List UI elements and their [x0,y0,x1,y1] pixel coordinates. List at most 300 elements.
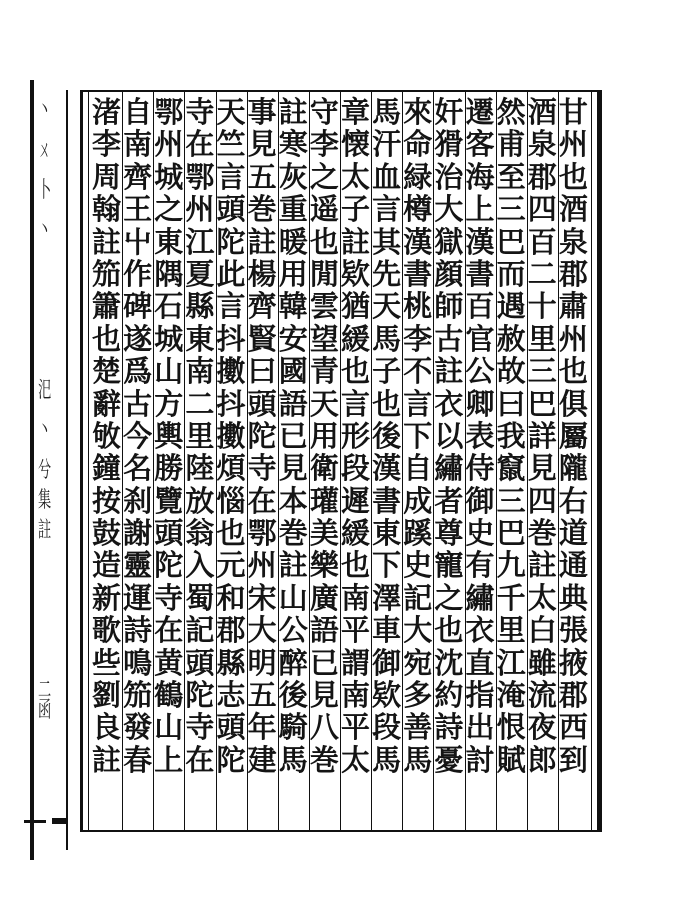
glyph: 自 [123,95,153,129]
glyph: 有 [465,548,495,583]
glyph: 城 [154,159,184,194]
glyph: 李 [403,321,433,356]
glyph: 西 [558,710,588,745]
glyph: 靈 [123,548,153,583]
glyph: 郎 [527,742,557,777]
glyph: 笳 [92,256,122,291]
glyph: 隅 [154,256,184,291]
glyph: 騎 [278,710,308,745]
glyph: 官 [465,321,495,356]
glyph: 下 [403,418,433,453]
glyph: 鳴 [123,645,153,680]
glyph: 惱 [216,483,246,518]
glyph: 此 [216,256,246,291]
glyph: 古 [434,321,464,356]
glyph: 屬 [558,418,588,453]
glyph: 雖 [527,645,557,680]
glyph: 太 [527,580,557,615]
glyph: 馬 [372,742,402,777]
glyph: 然 [496,95,526,129]
glyph: 翁 [185,516,215,551]
glyph: 春 [123,742,153,777]
glyph: 上 [465,192,495,227]
glyph: 在 [185,742,215,777]
glyph: 南 [341,580,371,615]
glyph: 詩 [434,710,464,745]
glyph: 宛 [403,645,433,680]
glyph: 州 [558,321,588,356]
glyph: 和 [216,580,246,615]
glyph: 安 [278,321,308,356]
glyph: 南 [123,127,153,162]
glyph: 山 [154,710,184,745]
glyph: 里 [185,418,215,453]
glyph: 放 [185,483,215,518]
glyph: 守 [309,95,339,129]
glyph: 太 [341,159,371,194]
glyph: 瓘 [309,483,339,518]
glyph: 也 [92,321,122,356]
glyph: 志 [216,678,246,713]
glyph: 遂 [123,321,153,356]
glyph: 御 [465,483,495,518]
glyph: 灰 [278,159,308,194]
glyph: 簫 [92,289,122,324]
glyph: 作 [123,256,153,291]
glyph: 緑 [403,159,433,194]
glyph: 也 [558,354,588,389]
text-frame [80,90,602,832]
glyph: 敂 [92,418,122,453]
glyph: 事 [247,95,277,129]
glyph: 已 [278,418,308,453]
glyph: 史 [403,548,433,583]
glyph: 些 [92,645,122,680]
glyph: 鐘 [92,451,122,486]
glyph: 醉 [278,645,308,680]
glyph: 掖 [558,645,588,680]
glyph: 公 [465,354,495,389]
glyph: 陀 [185,678,215,713]
glyph: 陀 [216,224,246,259]
glyph: 註 [434,354,464,389]
glyph: 見 [527,451,557,486]
glyph: 宋 [247,580,277,615]
glyph: 語 [309,613,339,648]
column-rule [309,92,310,830]
glyph: 子 [341,192,371,227]
glyph: 里 [496,613,526,648]
glyph: 血 [372,159,402,194]
glyph: 八 [309,710,339,745]
glyph: 蜀 [185,580,215,615]
glyph: 甫 [496,127,526,162]
glyph: 山 [278,580,308,615]
glyph: 淹 [496,678,526,713]
glyph: 名 [123,451,153,486]
glyph: 曰 [247,354,277,389]
glyph: 寺 [185,710,215,745]
margin-glyph: 二 [38,678,52,703]
glyph: 註 [341,224,371,259]
glyph: 獄 [434,224,464,259]
glyph: 頭 [216,192,246,227]
glyph: 註 [92,742,122,777]
glyph: 歌 [92,613,122,648]
glyph: 刹 [123,483,153,518]
glyph: 出 [465,710,495,745]
glyph: 見 [247,127,277,162]
glyph: 翰 [92,192,122,227]
glyph: 猶 [341,289,371,324]
glyph: 故 [496,354,526,389]
glyph: 蹊 [403,516,433,551]
glyph: 顔 [434,256,464,291]
glyph: 已 [309,645,339,680]
glyph: 流 [527,678,557,713]
glyph: 謂 [341,645,371,680]
glyph: 甘 [558,95,588,129]
margin-glyph: 兮 [38,458,52,483]
glyph: 石 [154,289,184,324]
glyph: 約 [434,678,464,713]
glyph: 後 [278,678,308,713]
glyph: 今 [123,418,153,453]
glyph: 郡 [527,159,557,194]
glyph: 白 [527,613,557,648]
glyph: 按 [92,483,122,518]
glyph: 輿 [154,418,184,453]
glyph: 韓 [278,289,308,324]
glyph: 年 [247,710,277,745]
glyph: 衣 [434,386,464,421]
glyph: 黄 [154,645,184,680]
glyph: 夜 [527,710,557,745]
glyph: 良 [92,710,122,745]
margin-glyph: 卜 [38,178,52,203]
glyph: 繡 [465,580,495,615]
glyph: 辭 [92,386,122,421]
margin-rule [30,80,34,860]
print-mark [24,820,46,823]
glyph: 入 [185,548,215,583]
glyph: 州 [247,548,277,583]
glyph: 寺 [247,451,277,486]
glyph: 曰 [496,386,526,421]
glyph: 懐 [341,127,371,162]
glyph: 不 [403,354,433,389]
left-margin-bleed [0,80,70,860]
margin-glyph: 函 [38,698,52,723]
glyph: 言 [372,192,402,227]
glyph: 美 [309,516,339,551]
glyph: 碑 [123,289,153,324]
glyph: 頭 [185,645,215,680]
glyph: 楊 [247,256,277,291]
column-rule [527,92,528,830]
glyph: 善 [403,710,433,745]
glyph: 王 [123,192,153,227]
glyph: 東 [185,321,215,356]
glyph: 通 [558,548,588,583]
glyph: 國 [278,354,308,389]
glyph: 先 [372,256,402,291]
glyph: 寒 [278,127,308,162]
glyph: 大 [403,613,433,648]
glyph: 天 [216,95,246,129]
glyph: 奸 [434,95,464,129]
glyph: 侍 [465,451,495,486]
glyph: 憂 [434,742,464,777]
glyph: 記 [185,613,215,648]
text-column [88,96,126,776]
glyph: 道 [558,516,588,551]
glyph: 二 [527,256,557,291]
glyph: 而 [496,256,526,291]
glyph: 其 [372,224,402,259]
glyph: 在 [154,613,184,648]
glyph: 寵 [434,548,464,583]
column-rule [433,92,434,830]
glyph: 巻 [309,742,339,777]
glyph: 望 [309,321,339,356]
glyph: 李 [309,127,339,162]
margin-glyph: 集 [38,488,52,513]
glyph: 用 [278,256,308,291]
glyph: 段 [372,710,402,745]
glyph: 百 [527,224,557,259]
glyph: 擻 [216,418,246,453]
glyph: 十 [527,289,557,324]
glyph: 遷 [465,95,495,129]
column-rule [465,92,466,830]
column-rule [184,92,185,830]
glyph: 形 [341,418,371,453]
glyph: 二 [185,386,215,421]
glyph: 頭 [216,710,246,745]
glyph: 南 [185,354,215,389]
column-rule [496,92,497,830]
glyph: 子 [372,354,402,389]
glyph: 記 [403,580,433,615]
glyph: 百 [465,289,495,324]
glyph: 之 [154,192,184,227]
glyph: 江 [496,645,526,680]
glyph: 樽 [403,192,433,227]
glyph: 新 [92,580,122,615]
glyph: 見 [278,451,308,486]
glyph: 擻 [216,354,246,389]
glyph: 州 [558,127,588,162]
margin-glyph: 丶 [38,418,52,443]
glyph: 用 [309,418,339,453]
glyph: 頭 [247,386,277,421]
glyph: 陀 [247,418,277,453]
glyph: 州 [154,127,184,162]
glyph: 註 [247,224,277,259]
glyph: 言 [341,386,371,421]
glyph: 詳 [527,418,557,453]
glyph: 明 [247,645,277,680]
glyph: 李 [92,127,122,162]
glyph: 四 [527,192,557,227]
glyph: 陀 [216,742,246,777]
glyph: 郡 [558,678,588,713]
glyph: 江 [185,224,215,259]
glyph: 漢 [403,224,433,259]
glyph: 發 [123,710,153,745]
glyph: 也 [309,224,339,259]
glyph: 笳 [123,678,153,713]
glyph: 在 [185,127,215,162]
glyph: 欵 [341,256,371,291]
glyph: 沈 [434,645,464,680]
glyph: 註 [278,548,308,583]
print-mark [52,818,66,824]
glyph: 樂 [309,548,339,583]
glyph: 見 [309,678,339,713]
glyph: 緩 [341,321,371,356]
glyph: 天 [372,289,402,324]
glyph: 古 [123,386,153,421]
glyph: 漢 [465,224,495,259]
glyph: 酒 [558,192,588,227]
glyph: 鶴 [154,678,184,713]
glyph: 漢 [372,451,402,486]
glyph: 里 [527,321,557,356]
glyph: 者 [434,483,464,518]
margin-glyph: 註 [38,518,52,543]
glyph: 楚 [92,354,122,389]
glyph: 平 [341,710,371,745]
glyph: 賢 [247,321,277,356]
glyph: 遇 [496,289,526,324]
glyph: 汗 [372,127,402,162]
glyph: 命 [403,127,433,162]
column-rule [247,92,248,830]
margin-rule [66,90,68,850]
margin-glyph: 丶 [38,98,52,123]
glyph: 之 [434,580,464,615]
glyph: 鄂 [154,95,184,129]
glyph: 猾 [434,127,464,162]
glyph: 爲 [123,354,153,389]
glyph: 齊 [247,289,277,324]
glyph: 三 [496,483,526,518]
glyph: 馬 [403,742,433,777]
margin-glyph: 丶 [38,218,52,243]
glyph: 渚 [92,95,122,129]
glyph: 繡 [434,451,464,486]
glyph: 也 [372,386,402,421]
glyph: 謝 [123,516,153,551]
glyph: 海 [465,159,495,194]
glyph: 討 [465,742,495,777]
glyph: 四 [527,483,557,518]
glyph: 陸 [185,451,215,486]
glyph: 俱 [558,386,588,421]
glyph: 張 [558,613,588,648]
glyph: 肅 [558,289,588,324]
glyph: 多 [403,678,433,713]
glyph: 言 [403,386,433,421]
glyph: 也 [341,354,371,389]
glyph: 書 [465,256,495,291]
glyph: 也 [216,516,246,551]
glyph: 天 [309,386,339,421]
glyph: 鼓 [92,516,122,551]
glyph: 鄂 [247,516,277,551]
glyph: 勝 [154,451,184,486]
glyph: 建 [247,742,277,777]
glyph: 齊 [123,159,153,194]
glyph: 運 [123,580,153,615]
glyph: 大 [434,192,464,227]
glyph: 語 [278,386,308,421]
glyph: 東 [154,224,184,259]
glyph: 到 [558,742,588,777]
glyph: 巴 [527,386,557,421]
margin-glyph: 汜 [38,378,52,403]
glyph: 澤 [372,580,402,615]
glyph: 三 [527,354,557,389]
glyph: 周 [92,159,122,194]
glyph: 南 [341,678,371,713]
glyph: 註 [527,548,557,583]
glyph: 也 [434,613,464,648]
glyph: 寺 [154,580,184,615]
glyph: 九 [496,548,526,583]
glyph: 劉 [92,678,122,713]
glyph: 上 [154,742,184,777]
glyph: 馬 [372,95,402,129]
glyph: 五 [247,678,277,713]
column-rule [122,92,123,830]
glyph: 表 [465,418,495,453]
column-rule [371,92,372,830]
glyph: 頭 [154,516,184,551]
glyph: 後 [372,418,402,453]
glyph: 竺 [216,127,246,162]
glyph: 客 [465,127,495,162]
glyph: 卿 [465,386,495,421]
glyph: 城 [154,321,184,356]
glyph: 山 [154,354,184,389]
glyph: 註 [92,224,122,259]
glyph: 我 [496,418,526,453]
glyph: 隴 [558,451,588,486]
glyph: 直 [465,645,495,680]
glyph: 下 [372,548,402,583]
glyph: 五 [247,159,277,194]
glyph: 州 [185,192,215,227]
glyph: 縣 [185,289,215,324]
glyph: 欵 [372,678,402,713]
glyph: 來 [403,95,433,129]
glyph: 也 [558,159,588,194]
glyph: 遥 [309,192,339,227]
glyph: 大 [247,613,277,648]
margin-glyph: ㄨ [38,138,52,163]
glyph: 御 [372,645,402,680]
glyph: 師 [434,289,464,324]
glyph: 馬 [372,321,402,356]
glyph: 元 [216,548,246,583]
glyph: 鄂 [185,159,215,194]
glyph: 重 [278,192,308,227]
glyph: 酒 [527,95,557,129]
glyph: 治 [434,159,464,194]
